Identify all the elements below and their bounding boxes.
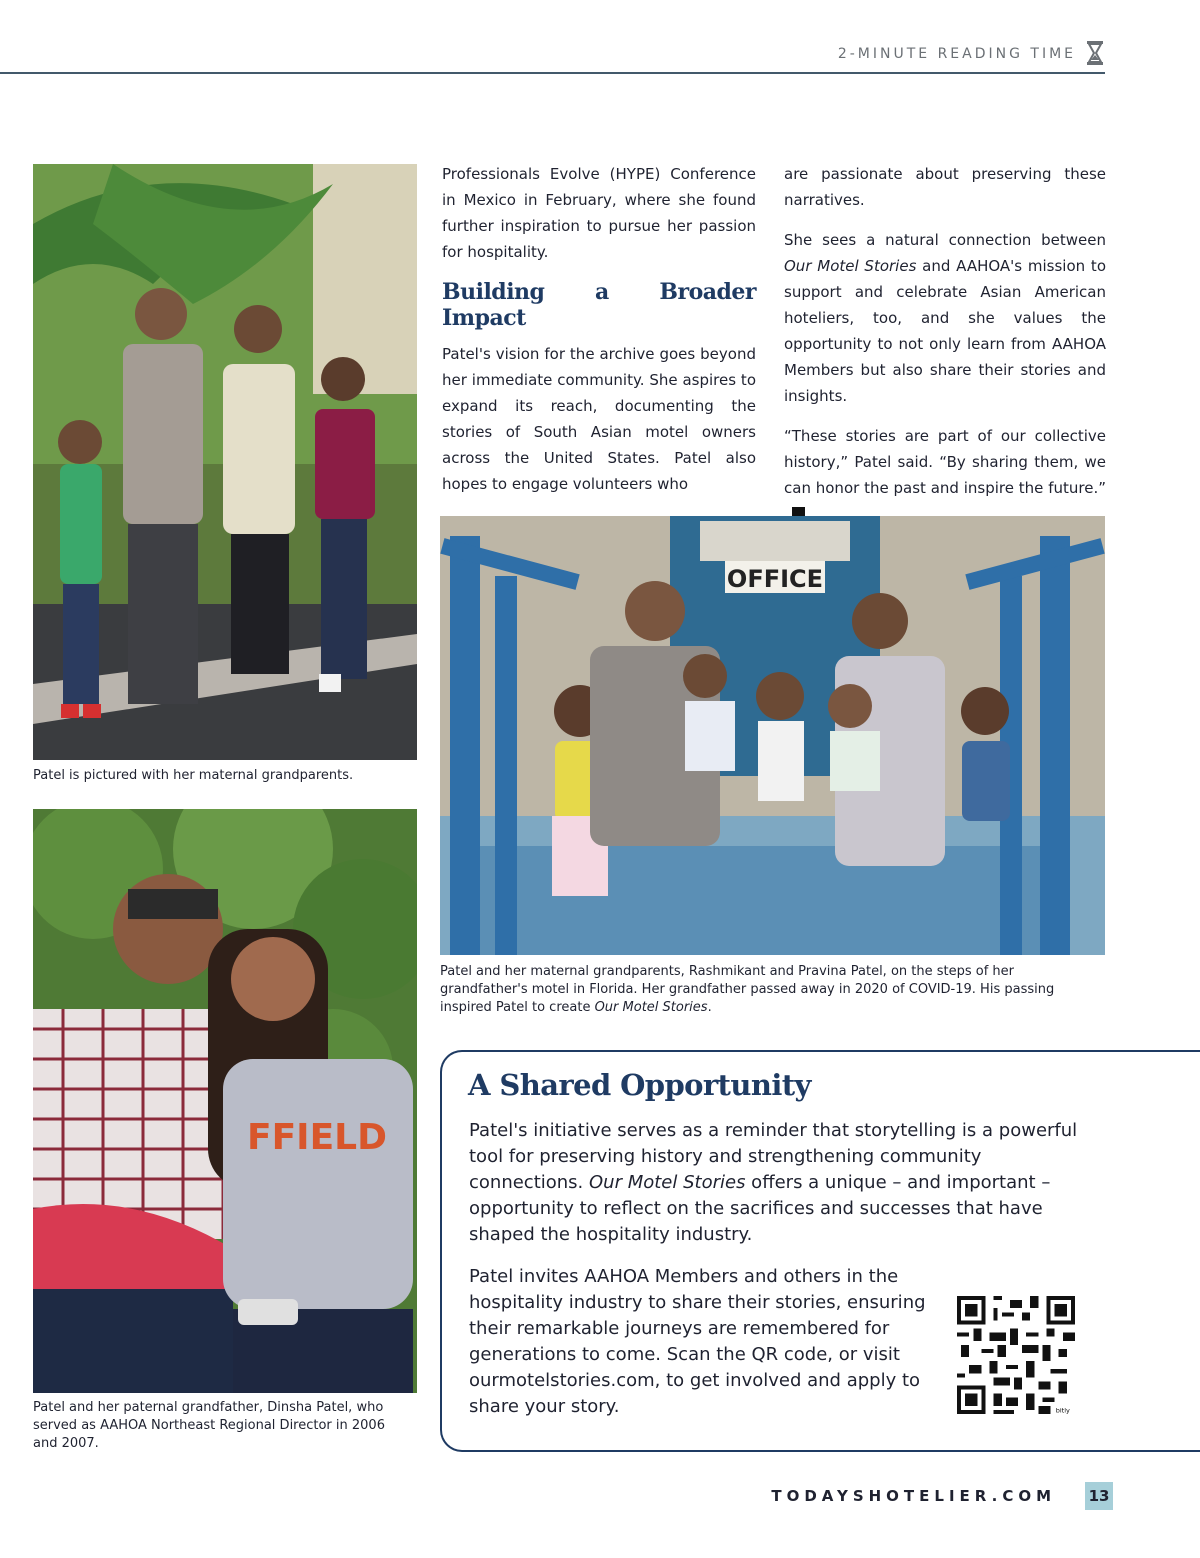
qr-label: bitly xyxy=(1055,1406,1070,1414)
article-paragraph: She sees a natural connection between Our Motel Stories and AAHOA's mission to support and celebrate Asian American hoteliers, too, and she values the opportunity to not only learn from AAHOA Members but also share their stories and insights. xyxy=(784,231,1106,405)
photo3-caption: Patel and her paternal grandfather, Dinsha Patel, who served as AAHOA Northeast Regional Director in 2006 and 2007. xyxy=(33,1400,385,1451)
photo1-caption: Patel is pictured with her maternal grandparents. xyxy=(33,768,354,783)
footer-site-name: TODAYSHOTELIER.COM xyxy=(771,1487,1056,1505)
sweatshirt-text: FFIELD xyxy=(247,1117,387,1158)
photo2-caption: Patel and her maternal grandparents, Rashmikant and Pravina Patel, on the steps of her grandfather's motel in Florida. Her grandfather passed away in 2020 of COVID-19. His passing inspired Patel to create Our Motel Stories. xyxy=(440,964,1055,1015)
photo-motel-office-steps xyxy=(440,516,1105,955)
reading-time-label: 2-MINUTE READING TIME xyxy=(837,46,1076,62)
article-paragraph: “These stories are part of our collective history,” Patel said. “By sharing them, we can honor the past and inspire the future.” xyxy=(784,423,1106,527)
hourglass-icon xyxy=(1085,40,1105,66)
article-paragraph: Professionals Evolve (HYPE) Conference in Mexico in February, where she found further inspiration to pursue her passion for hospitality. xyxy=(442,165,756,261)
article-paragraph: Patel's vision for the archive goes beyond her immediate community. She aspires to expand its reach, documenting the stories of South Asian motel owners across the United States. Patel also hopes to engage volunteers who xyxy=(442,345,756,493)
office-sign: OFFICE xyxy=(726,565,824,593)
box-paragraph-1: Patel's initiative serves as a reminder that storytelling is a powerful tool for preserving history and strengthening community connections. Our Motel Stories offers a unique – and important – opportunity to reflect on the sacrifices and successes that have shaped the hospitality industry. xyxy=(469,1120,1078,1245)
qr-code-icon[interactable] xyxy=(957,1296,1075,1414)
article-paragraph: are passionate about preserving these narratives. xyxy=(784,165,1106,209)
photo-paternal-grandfather xyxy=(33,809,417,1393)
header-rule xyxy=(0,72,1105,74)
article-column-1 xyxy=(442,161,756,511)
box-title: A Shared Opportunity xyxy=(468,1068,811,1102)
article-column-2 xyxy=(784,161,1106,541)
page-number: 13 xyxy=(1085,1482,1113,1510)
section-heading: Building a Broader Impact xyxy=(442,279,756,331)
photo-maternal-grandparents xyxy=(33,164,417,760)
box-paragraph-2: Patel invites AAHOA Members and others in the hospitality industry to share their stories, ensuring their remarkable journeys are remembered for generations to come. Scan the QR code, or visit ourmotelstories.com, to get involved and apply to share your story. xyxy=(469,1266,926,1417)
